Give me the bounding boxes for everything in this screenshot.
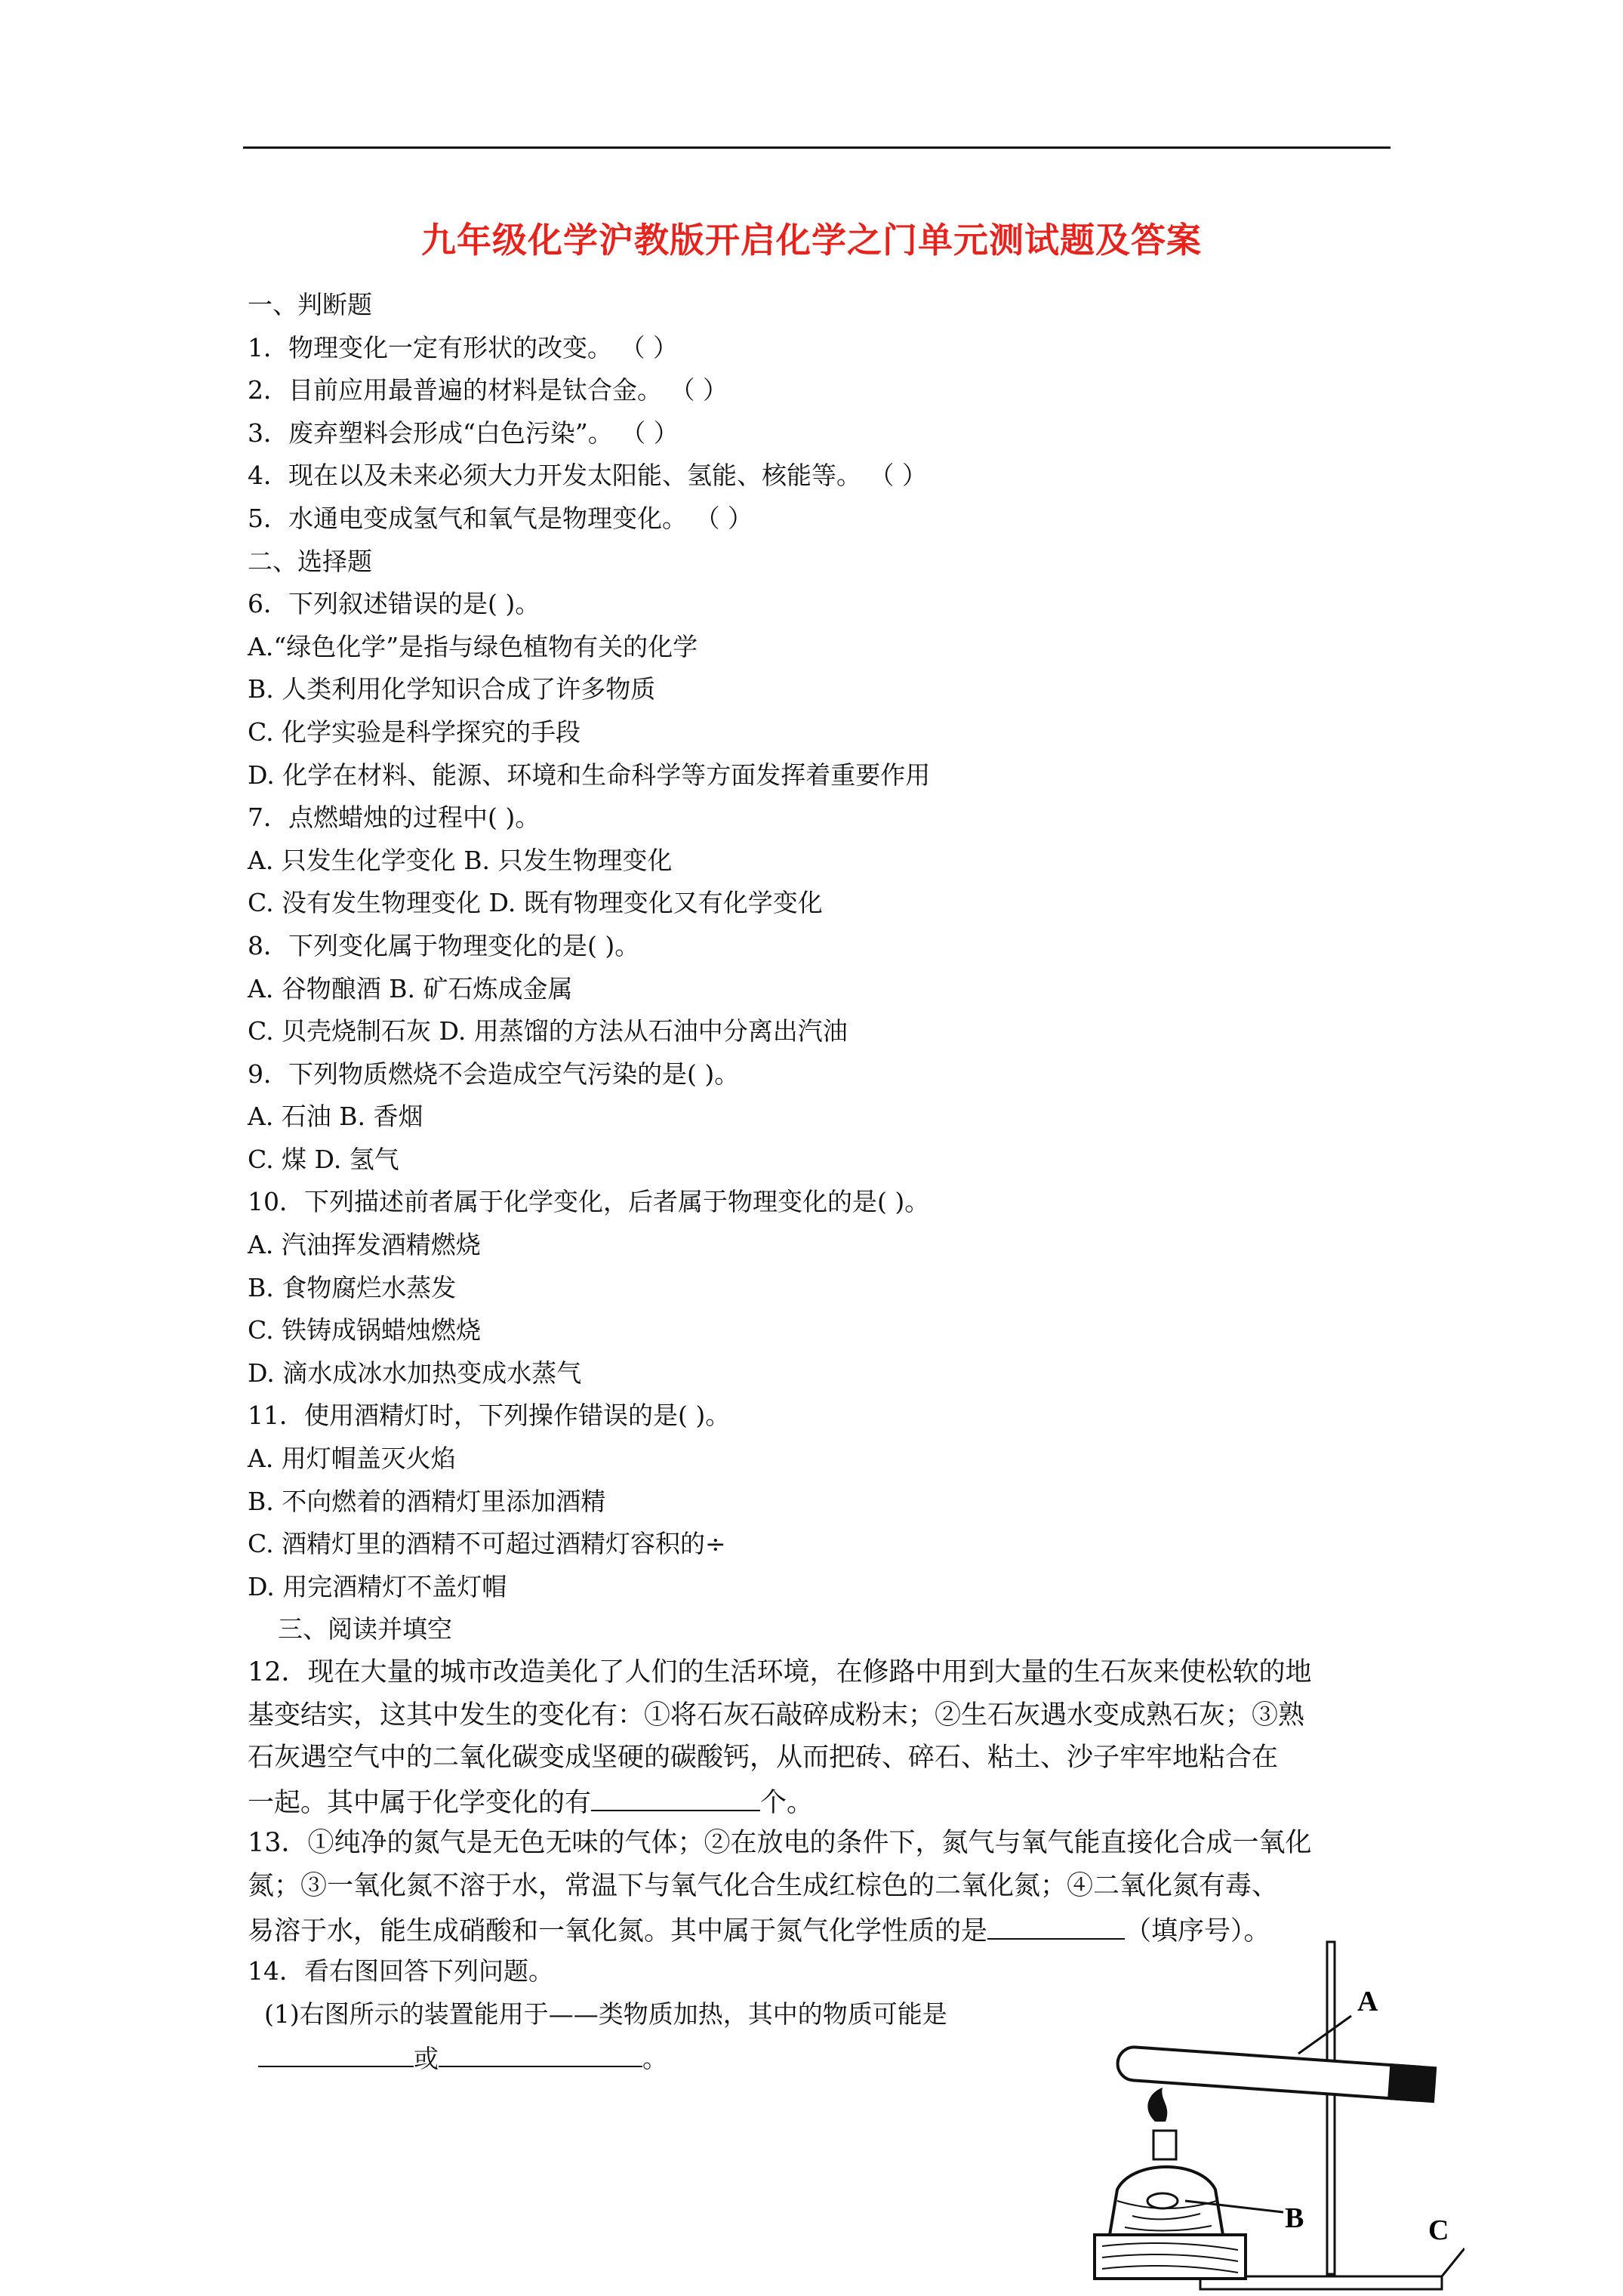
- doc-line: 4．现在以及未来必须大力开发太阳能、氢能、核能等。 （ ）: [248, 461, 927, 491]
- q13-line-2: 氮；③一氧化氮不溶于水，常温下与氧气化合生成红棕色的二氧化氮；④二氧化氮有毒、: [248, 1870, 1279, 1901]
- flame: [1147, 2088, 1167, 2122]
- doc-line: C. 没有发生物理变化 D. 既有物理变化又有化学变化: [248, 888, 823, 918]
- doc-line: D. 用完酒精灯不盖灯帽: [248, 1571, 507, 1601]
- doc-line: C. 贝壳烧制石灰 D. 用蒸馏的方法从石油中分离出汽油: [248, 1016, 848, 1046]
- doc-line: C. 煤 D. 氢气: [248, 1144, 399, 1174]
- alcohol-lamp: [1110, 2167, 1223, 2243]
- stand-rod: [1327, 1942, 1335, 2274]
- doc-line: 二、选择题: [248, 546, 372, 576]
- doc-line: A. 用灯帽盖灭火焰: [248, 1444, 456, 1474]
- question-lines: [248, 284, 1380, 1780]
- doc-line: 12．现在大量的城市改造美化了人们的生活环境，在修路中用到大量的生石灰来使松软的地: [248, 1657, 1312, 1687]
- q12-final-suffix: 个。: [760, 1787, 814, 1818]
- q13-line-1: 13．①纯净的氮气是无色无味的气体；②在放电的条件下，氮气与氧气能直接化合成一氧化: [248, 1828, 1312, 1859]
- doc-line: B. 人类利用化学知识合成了许多物质: [248, 674, 656, 704]
- doc-line: A. 汽油挥发酒精燃烧: [248, 1230, 481, 1260]
- doc-line: 基变结实，这其中发生的变化有：①将石灰石敲碎成粉末；②生石灰遇水变成熟石灰；③熟: [248, 1700, 1305, 1730]
- header-rule: [243, 146, 1390, 149]
- doc-line: A.“绿色化学”是指与绿色植物有关的化学: [248, 631, 698, 661]
- doc-line: C. 化学实验是科学探究的手段: [248, 717, 581, 747]
- doc-line: 一、判断题: [248, 290, 372, 319]
- q14-answer-blank-1[interactable]: [258, 2036, 414, 2067]
- q14-period: 。: [642, 2044, 667, 2074]
- q12-final-text: 一起。其中属于化学变化的有: [248, 1787, 592, 1818]
- doc-line: D. 滴水成冰水加热变成水蒸气: [248, 1358, 582, 1388]
- doc-line: A. 石油 B. 香烟: [248, 1102, 423, 1132]
- doc-line: 9．下列物质燃烧不会造成空气污染的是( )。: [248, 1059, 740, 1089]
- label-b: B: [1285, 2202, 1304, 2234]
- q12-answer-blank[interactable]: [591, 1780, 760, 1811]
- label-c: C: [1428, 2214, 1449, 2246]
- q14-answer-blank-2[interactable]: [439, 2036, 642, 2067]
- label-a: A: [1357, 1986, 1378, 2017]
- page-title: 九年级化学沪教版开启化学之门单元测试题及答案: [421, 220, 1202, 260]
- doc-line: 2．目前应用最普遍的材料是钛合金。 （ ）: [248, 375, 728, 405]
- q14-or-text: 或: [414, 2044, 439, 2074]
- doc-line: C. 铁铸成锅蜡烛燃烧: [248, 1315, 482, 1345]
- doc-line: B. 食物腐烂水蒸发: [248, 1272, 457, 1302]
- doc-line: C. 酒精灯里的酒精不可超过酒精灯容积的÷: [248, 1529, 726, 1559]
- q14-1-line: (1)右图所示的装置能用于——类物质加热，其中的物质可能是: [264, 1999, 947, 2029]
- lamp-wick-holder: [1153, 2131, 1176, 2159]
- heating-apparatus-diagram: [1087, 1933, 1464, 2296]
- doc-line: 石灰遇空气中的二氧化碳变成坚硬的碳酸钙，从而把砖、碎石、粘土、沙子牢牢地粘合在: [248, 1743, 1279, 1774]
- doc-line: B. 不向燃着的酒精灯里添加酒精: [248, 1486, 606, 1516]
- test-tube: [1116, 2045, 1437, 2103]
- q12-final-line: [248, 1780, 1380, 1823]
- doc-line: A. 只发生化学变化 B. 只发生物理变化: [248, 845, 673, 875]
- doc-line: 7．点燃蜡烛的过程中( )。: [248, 803, 540, 833]
- doc-line: 10．下列描述前者属于化学变化，后者属于物理变化的是( )。: [248, 1187, 930, 1217]
- doc-line: 6．下列叙述错误的是( )。: [248, 589, 540, 619]
- q13-final-suffix: （填序号）。: [1125, 1915, 1270, 1946]
- document-body: [248, 284, 1380, 2079]
- doc-line: 5．水通电变成氢气和氧气是物理变化。 （ ）: [248, 503, 753, 533]
- doc-line: 三、阅读并填空: [278, 1614, 452, 1644]
- doc-line: A. 谷物酿酒 B. 矿石炼成金属: [248, 973, 573, 1003]
- doc-line: D. 化学在材料、能源、环境和生命科学等方面发挥着重要作用: [248, 760, 931, 790]
- doc-line: 8．下列变化属于物理变化的是( )。: [248, 930, 640, 960]
- q13-final-text: 易溶于水，能生成硝酸和一氧化氮。其中属于氮气化学性质的是: [248, 1915, 988, 1946]
- doc-line: 3．废弃塑料会形成“白色污染”。 （ ）: [248, 418, 679, 448]
- q14-line: 14．看右图回答下列问题。: [248, 1956, 553, 1986]
- doc-line: 1．物理变化一定有形状的改变。 （ ）: [248, 332, 678, 362]
- doc-line: 11．使用酒精灯时，下列操作错误的是( )。: [248, 1401, 731, 1431]
